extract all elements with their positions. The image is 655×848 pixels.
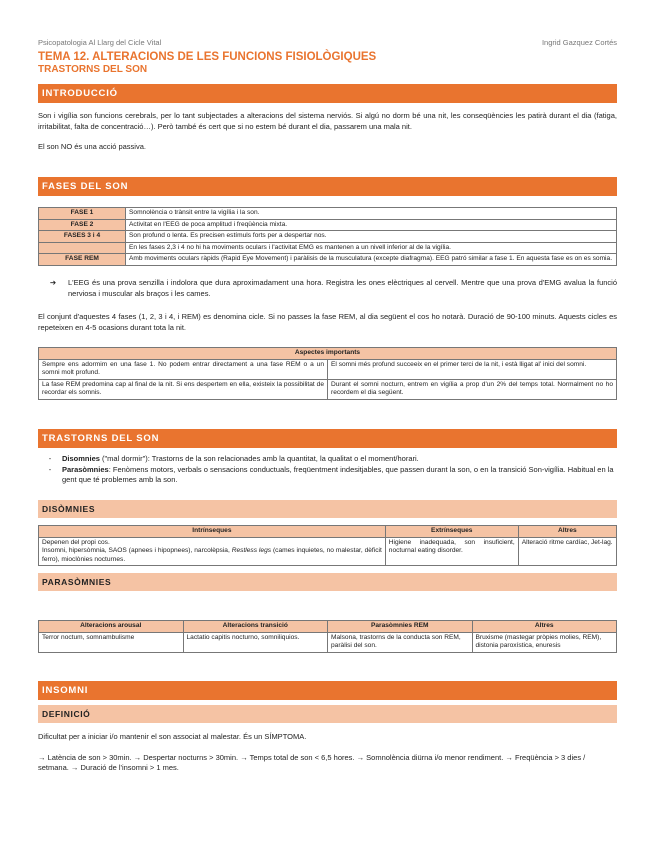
section-heading-fases: FASES DEL SON — [38, 177, 617, 196]
page-header — [38, 38, 617, 47]
phases-table — [38, 207, 617, 266]
phase-description: Son profund o lenta. Es precisen estímuls forts per a despertar nos. — [126, 231, 617, 243]
phase-label — [39, 242, 126, 254]
list-item: - Parasòmnies: Fenòmens motors, verbals o sensacions conductuals, freqüentment indesitjables, que passen durant la son, o en la transició Son-vigília. Habitual en la gent que té problemes amb la son. — [48, 464, 614, 484]
cycle-paragraph: El conjunt d'aquestes 4 fases (1, 2, 3 i 4, i REM) es denomina cicle. Si no passes la fase REM, al dia següent el cos ho notarà. Duració de 90-100 minuts. Aquests cicles es repeteixen en 4-5 ocasions durant tota la nit. — [38, 312, 617, 332]
aspects-table — [38, 347, 617, 400]
phase-description: En les fases 2,3 i 4 no hi ha moviments oculars i l'activitat EMG es mantenen a un nivell inferior al de la vigília. — [126, 242, 617, 254]
phase-label: FASE 2 — [39, 219, 126, 231]
dissomnies-table: Intrínseques Extrínseques Altres Depenen del propi cos. Insomni, hipersòmnia, SAOS (apnees i hipopnees), narcolèpsia, Restless legs (cames inquietes, no malestar, dèficit ferro), mioclònies nocturnes. Higiene inadequada, son insuficient, nocturnal eating disorder. Alteració ritme cardíac, Jet-lag. — [38, 525, 617, 566]
definition-paragraph: Dificultat per a iniciar i/o mantenir el son associat al malestar. És un SÍMPTOMA. — [38, 732, 307, 741]
criteria-paragraph: → Latència de son > 30min. → Despertar nocturns > 30min. → Temps total de son < 6,5 hores. → Somnolència diürna i/o menor rendiment. → Freqüència > 3 dies / setmana. → Duració de l'insomni > 1 mes. — [38, 752, 586, 772]
list-item: - Disomnies ("mal dormir"): Trastorns de la son relacionades amb la quantitat, la qualitat o el moment/horari. — [48, 454, 419, 463]
intro-note: El son NO és una acció passiva. — [38, 142, 146, 151]
phase-label: FASE 1 — [39, 208, 126, 220]
aspects-header: Aspectes importants — [39, 348, 617, 360]
table-row — [39, 208, 617, 220]
table-row — [39, 379, 617, 399]
table-cell: Lactatio capitis nocturno, somniliquios. — [183, 632, 328, 652]
page-title: TEMA 12. ALTERACIONS DE LES FUNCIONS FISIOLÒGIQUES — [38, 51, 377, 63]
table-cell: Depenen del propi cos. Insomni, hipersòmnia, SAOS (apnees i hipopnees), narcolèpsia, Restless legs (cames inquietes, no malestar, dèficit ferro), mioclònies nocturnes. — [39, 537, 386, 566]
phase-description: Activitat en l'EEG de poca amplitud i freqüència mixta. — [126, 219, 617, 231]
phase-description: Somnolència o trànsit entre la vigília i la son. — [126, 208, 617, 220]
table-cell: Malsona, trastorns de la conducta son REM, paràlisi del son. — [328, 632, 473, 652]
table-cell: Durant el somni nocturn, entrem en vigília a prop d'un 2% del temps total. Normalment no ho recordem el dia següent. — [328, 379, 617, 399]
table-row — [39, 359, 617, 379]
section-heading-dissomnies: DISÒMNIES — [38, 500, 617, 518]
section-heading-trastorns: TRASTORNS DEL SON — [38, 429, 617, 448]
intro-paragraph: Son i vigília son funcions cerebrals, per lo tant subjectades a alteracions del sistema nerviós. Si algú no dorm bé una nit, les conseqüències les patirà durant el dia (fatiga, irritabilitat, falta de concentració…). Però també és cert que si no estem bé durant el dia, passarem una mala nit. — [38, 111, 617, 131]
table-row — [39, 254, 617, 266]
table-cell: Sempre ens adormim en una fase 1. No podem entrar directament a una fase REM o a un somni molt profund. — [39, 359, 328, 379]
section-heading-introduccio: INTRODUCCIÓ — [38, 84, 617, 103]
page-subtitle: TRASTORNS DEL SON — [38, 64, 148, 75]
trastorns-list — [38, 454, 617, 486]
table-cell: Bruxisme (mastegar pròpies molies, REM), distonia paroxística, enuresis — [472, 632, 617, 652]
subsection-heading-definicio: DEFINICIÓ — [38, 705, 617, 723]
table-cell: Alteració ritme cardíac, Jet-lag. — [518, 537, 616, 566]
phase-description: Amb moviments oculars ràpids (Rapid Eye Movement) i paràlisis de la musculatura (excepte diafragma). EEG patró similar a fase 1. En aquesta fase es on es somia. — [126, 254, 617, 266]
table-cell: Terror noctum, somnambulisme — [39, 632, 184, 652]
document-page — [38, 38, 617, 75]
table-row — [39, 231, 617, 243]
table-cell: La fase REM predomina cap al final de la nit. Si ens despertem en ella, existeix la possibilitat de recordar els somnis. — [39, 379, 328, 399]
eeg-note: ➔ L'EEG és una prova senzilla i indolora que dura aproximadament una hora. Registra les ones elèctriques al cervell. Mentre que una prova d'EMG avalua la funció nerviosa i muscular als braços i les cames. — [38, 278, 617, 299]
phase-label: FASES 3 i 4 — [39, 231, 126, 243]
parasomnies-table: Alteracions arousal Alteracions transició Parasòmnies REM Altres Terror noctum, somnambulisme Lactatio capitis nocturno, somniliquios. Malsona, trastorns de la conducta son REM, paràlisi del son. Bruxisme (mastegar pròpies molies, REM), distonia paroxística, enuresis — [38, 620, 617, 653]
table-row — [39, 242, 617, 254]
table-cell: Higiene inadequada, son insuficient, nocturnal eating disorder. — [385, 537, 518, 566]
table-row — [39, 219, 617, 231]
author-name: Ingrid Gazquez Cortés — [541, 38, 617, 47]
course-name: Psicopatologia Al Llarg del Cicle Vital — [38, 38, 162, 47]
section-heading-parasomnies: PARASÒMNIES — [38, 573, 617, 591]
arrow-icon: ➔ — [49, 278, 57, 287]
phase-label: FASE REM — [39, 254, 126, 266]
table-cell: El somni més profund succeeix en el primer terci de la nit, i està lligat al' inici del somni. — [328, 359, 617, 379]
section-heading-insomni: INSOMNI — [38, 681, 617, 700]
